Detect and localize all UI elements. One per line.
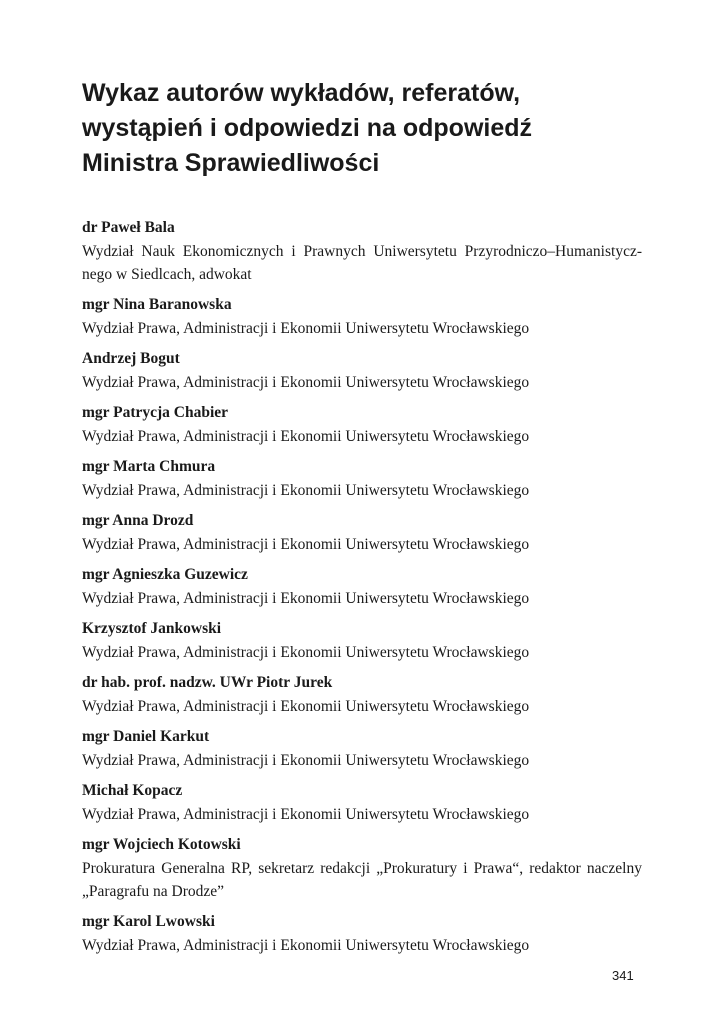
author-name: Krzysztof Jankowski [82, 620, 222, 637]
title-line: Ministra Sprawiedliwości [82, 149, 380, 177]
author-name: Andrzej Bogut [82, 350, 180, 367]
title-line: Wykaz autorów wykładów, referatów, [82, 79, 521, 107]
author-name: dr Paweł Bala [82, 219, 175, 236]
affiliation-line: Wydział Prawa, Administracji i Ekonomii Uniwersytetu Wrocławskiego [82, 644, 530, 661]
author-entry [82, 671, 642, 718]
affiliation-line: Wydział Prawa, Administracji i Ekonomii Uniwersytetu Wrocławskiego [82, 937, 530, 954]
author-affiliation [82, 587, 642, 610]
affiliation-line: Prokuratura Generalna RP, sekretarz redakcji „Prokuratury i Prawa“, redaktor naczelny [82, 860, 642, 877]
author-name: mgr Anna Drozd [82, 512, 194, 529]
affiliation-line: Wydział Prawa, Administracji i Ekonomii Uniwersytetu Wrocławskiego [82, 482, 530, 499]
affiliation-line: Wydział Prawa, Administracji i Ekonomii Uniwersytetu Wrocławskiego [82, 698, 530, 715]
author-affiliation [82, 371, 642, 394]
author-affiliation [82, 803, 642, 826]
affiliation-line: Wydział Prawa, Administracji i Ekonomii Uniwersytetu Wrocławskiego [82, 428, 530, 445]
author-affiliation [82, 695, 642, 718]
author-entry [82, 216, 642, 286]
author-affiliation [82, 749, 642, 772]
author-entry [82, 293, 642, 340]
author-entry [82, 455, 642, 502]
author-entry [82, 833, 642, 903]
author-name: mgr Wojciech Kotowski [82, 836, 241, 853]
affiliation-line: nego w Siedlcach, adwokat [82, 266, 252, 283]
author-list [82, 216, 642, 964]
page-number: 341 [612, 968, 634, 983]
affiliation-line: Wydział Prawa, Administracji i Ekonomii Uniwersytetu Wrocławskiego [82, 536, 530, 553]
affiliation-line: Wydział Prawa, Administracji i Ekonomii Uniwersytetu Wrocławskiego [82, 806, 530, 823]
author-entry [82, 563, 642, 610]
author-entry [82, 401, 642, 448]
author-affiliation [82, 533, 642, 556]
author-entry [82, 779, 642, 826]
author-affiliation [82, 857, 642, 903]
author-name: mgr Daniel Karkut [82, 728, 210, 745]
affiliation-line: Wydział Prawa, Administracji i Ekonomii Uniwersytetu Wrocławskiego [82, 752, 530, 769]
author-name: mgr Agnieszka Guzewicz [82, 566, 248, 583]
author-name: Michał Kopacz [82, 782, 183, 799]
author-entry [82, 509, 642, 556]
author-name: mgr Karol Lwowski [82, 913, 215, 930]
author-entry [82, 617, 642, 664]
affiliation-line: Wydział Prawa, Administracji i Ekonomii Uniwersytetu Wrocławskiego [82, 320, 530, 337]
author-name: mgr Marta Chmura [82, 458, 216, 475]
affiliation-line: „Paragrafu na Drodze” [82, 883, 224, 900]
author-affiliation [82, 641, 642, 664]
title-line: wystąpień i odpowiedzi na odpowiedź [82, 114, 533, 142]
author-affiliation [82, 479, 642, 502]
author-name: mgr Patrycja Chabier [82, 404, 229, 421]
author-affiliation [82, 425, 642, 448]
author-entry [82, 910, 642, 957]
author-affiliation [82, 240, 642, 286]
affiliation-line: Wydział Nauk Ekonomicznych i Prawnych Uniwersytetu Przyrodniczo–Humanistycz- [82, 243, 642, 260]
affiliation-line: Wydział Prawa, Administracji i Ekonomii Uniwersytetu Wrocławskiego [82, 590, 530, 607]
affiliation-line: Wydział Prawa, Administracji i Ekonomii Uniwersytetu Wrocławskiego [82, 374, 530, 391]
page-title [82, 76, 662, 181]
author-entry [82, 347, 642, 394]
author-name: dr hab. prof. nadzw. UWr Piotr Jurek [82, 674, 333, 691]
author-affiliation [82, 934, 642, 957]
author-name: mgr Nina Baranowska [82, 296, 232, 313]
author-entry [82, 725, 642, 772]
author-affiliation [82, 317, 642, 340]
